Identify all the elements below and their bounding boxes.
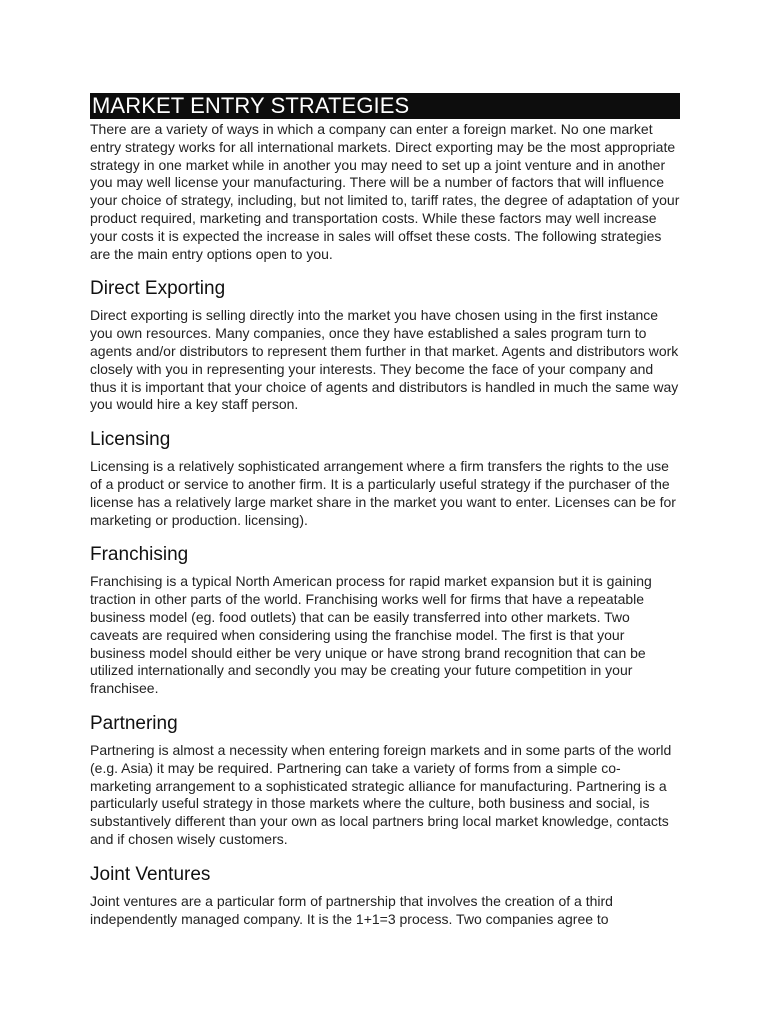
section-heading: Joint Ventures (90, 863, 211, 885)
section-licensing (90, 428, 680, 529)
intro-paragraph: There are a variety of ways in which a company can enter a foreign market. No one market entry strategy works for all international markets. Direct exporting may be the most appropriate strategy in one market while in another you may need to set up a joint venture and in another you may well license your manufacturing. There will be a number of factors that will influence your choice of strategy, including, but not limited to, tariff rates, the degree of adaptation of your product required, marketing and transportation costs. While these factors may well increase your costs it is expected the increase in sales will offset these costs. The following strategies are the main entry options open to you. (90, 121, 680, 262)
section-direct-exporting (90, 277, 680, 414)
section-paragraph: Licensing is a relatively sophisticated arrangement where a firm transfers the rights to the use of a product or service to another firm. It is a particularly useful strategy if the purchaser of the license has a relatively large market share in the market you want to enter. Licenses can be for marketing or production. licensing). (90, 458, 676, 528)
section-paragraph: Direct exporting is selling directly into the market you have chosen using in the first instance you own resources. Many companies, once they have established a sales program turn to agents and/or distributors to represent them further in that market. Agents and distributors work closely with you in representing your interests. They become the face of your company and thus it is important that your choice of agents and distributors is handled in much the same way you would hire a key staff person. (90, 307, 679, 413)
document-title: MARKET ENTRY STRATEGIES (90, 93, 680, 119)
section-franchising (90, 543, 680, 698)
section-heading: Licensing (90, 429, 171, 451)
section-heading: Franchising (90, 544, 189, 566)
section-paragraph: Partnering is almost a necessity when entering foreign markets and in some parts of the world (e.g. Asia) it may be required. Partnering can take a variety of forms from a simple co-marketing arrangement to a sophisticated strategic alliance for manufacturing. Partnering is a particularly useful strategy in those markets where the culture, both business and social, is substantively different than your own as local partners bring local market knowledge, contacts and if chosen wisely customers. (90, 741, 672, 847)
section-paragraph: Joint ventures are a particular form of partnership that involves the creation of a third independently managed company. It is the 1+1=3 process. Two companies agree to (90, 892, 613, 927)
section-paragraph: Franchising is a typical North American process for rapid market expansion but it is gaining traction in other parts of the world. Franchising works well for firms that have a repeatable business model (eg. food outlets) that can be easily transferred into other markets. Two caveats are required when considering using the franchise model. The first is that your business model should either be very unique or have strong brand recognition that can be utilized internationally and secondly you may be creating your future competition in your franchisee. (90, 573, 652, 697)
section-partnering (90, 712, 680, 849)
section-heading: Direct Exporting (90, 278, 226, 300)
section-joint-ventures (90, 863, 680, 929)
document-page (90, 93, 680, 928)
section-heading: Partnering (90, 712, 178, 734)
